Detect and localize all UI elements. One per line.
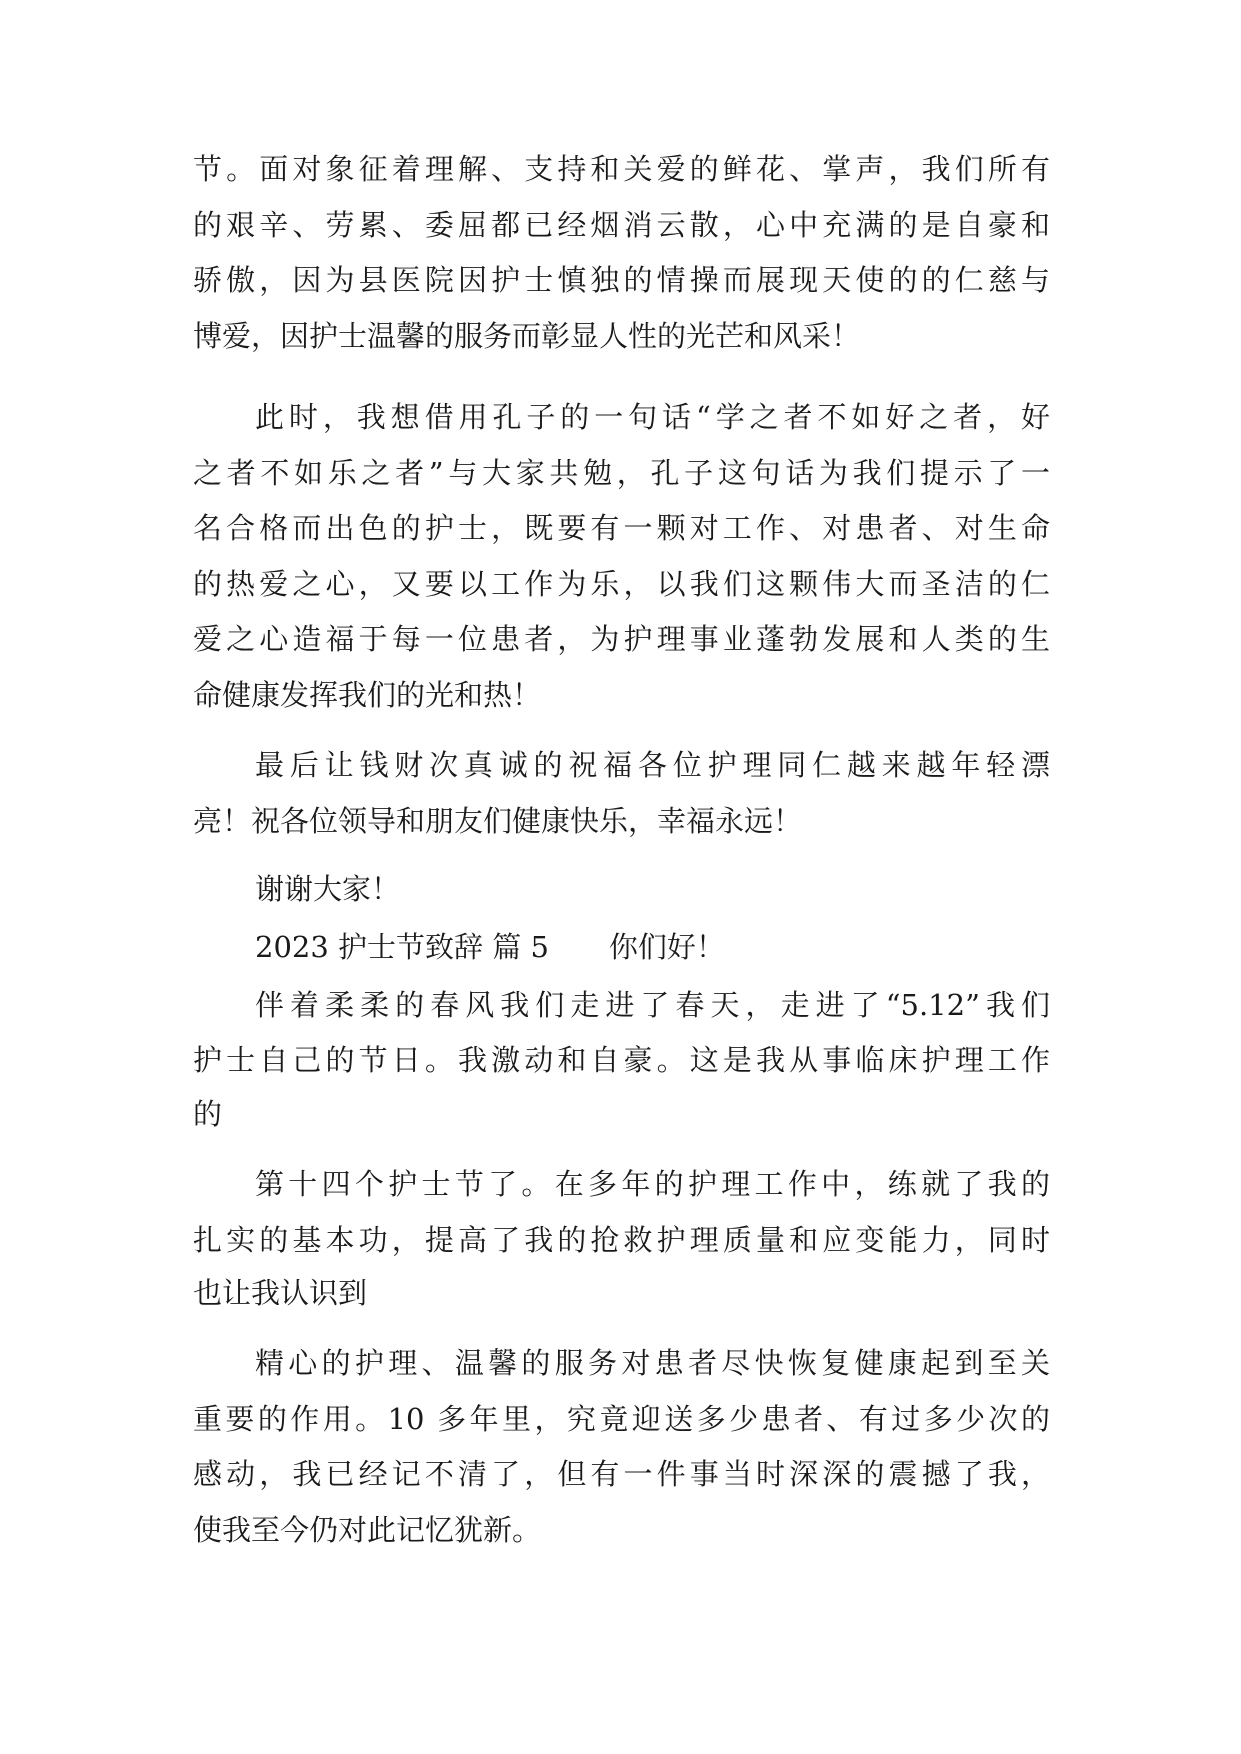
section-heading-line xyxy=(255,927,725,967)
text-line-5: 此时，我想借用孔子的一句话“学之者不如好之者，好 xyxy=(255,400,1050,434)
text-line-16: 护士自己的节日。我激动和自豪。这是我从事临床护理工作 xyxy=(193,1043,1050,1077)
text-line-2: 的艰辛、劳累、委屈都已经烟消云散，心中充满的是自豪和 xyxy=(193,208,1050,242)
section-heading: 2023 护士节致辞 篇 5 xyxy=(255,930,549,964)
text-line-19: 扎实的基本功，提高了我的抢救护理质量和应变能力，同时 xyxy=(193,1223,1050,1257)
text-line-1: 节。面对象征着理解、支持和关爱的鲜花、掌声，我们所有 xyxy=(193,152,1050,186)
text-line-20: 也让我认识到 xyxy=(193,1276,368,1310)
text-line-8: 的热爱之心，又要以工作为乐，以我们这颗伟大而圣洁的仁 xyxy=(193,567,1050,601)
text-line-18: 第十四个护士节了。在多年的护理工作中，练就了我的 xyxy=(255,1167,1050,1201)
text-line-23: 感动，我已经记不清了，但有一件事当时深深的震撼了我， xyxy=(193,1457,1050,1491)
text-line-22: 重要的作用。10 多年里，究竟迎送多少患者、有过多少次的 xyxy=(193,1402,1050,1436)
text-line-9: 爱之心造福于每一位患者，为护理事业蓬勃发展和人类的生 xyxy=(193,622,1050,656)
text-line-21: 精心的护理、温馨的服务对患者尽快恢复健康起到至关 xyxy=(255,1346,1050,1380)
text-line-7: 名合格而出色的护士，既要有一颗对工作、对患者、对生命 xyxy=(193,511,1050,545)
text-line-3: 骄傲，因为县医院因护士慎独的情操而展现天使的的仁慈与 xyxy=(193,263,1050,297)
text-line-13: 谢谢大家！ xyxy=(255,872,401,906)
greeting: 你们好！ xyxy=(608,930,725,964)
text-line-11: 最后让钱财次真诚的祝福各位护理同仁越来越年轻漂 xyxy=(255,748,1050,782)
text-line-24: 使我至今仍对此记忆犹新。 xyxy=(193,1513,542,1547)
text-line-12: 亮！祝各位领导和朋友们健康快乐，幸福永远！ xyxy=(193,804,803,838)
text-line-4: 博爱，因护士温馨的服务而彰显人性的光芒和风采！ xyxy=(193,319,861,353)
text-line-17: 的 xyxy=(193,1097,223,1131)
text-line-10: 命健康发挥我们的光和热！ xyxy=(193,678,542,712)
text-line-6: 之者不如乐之者”与大家共勉，孔子这句话为我们提示了一 xyxy=(193,456,1050,490)
text-line-15: 伴着柔柔的春风我们走进了春天，走进了“5.12”我们 xyxy=(255,988,1050,1022)
